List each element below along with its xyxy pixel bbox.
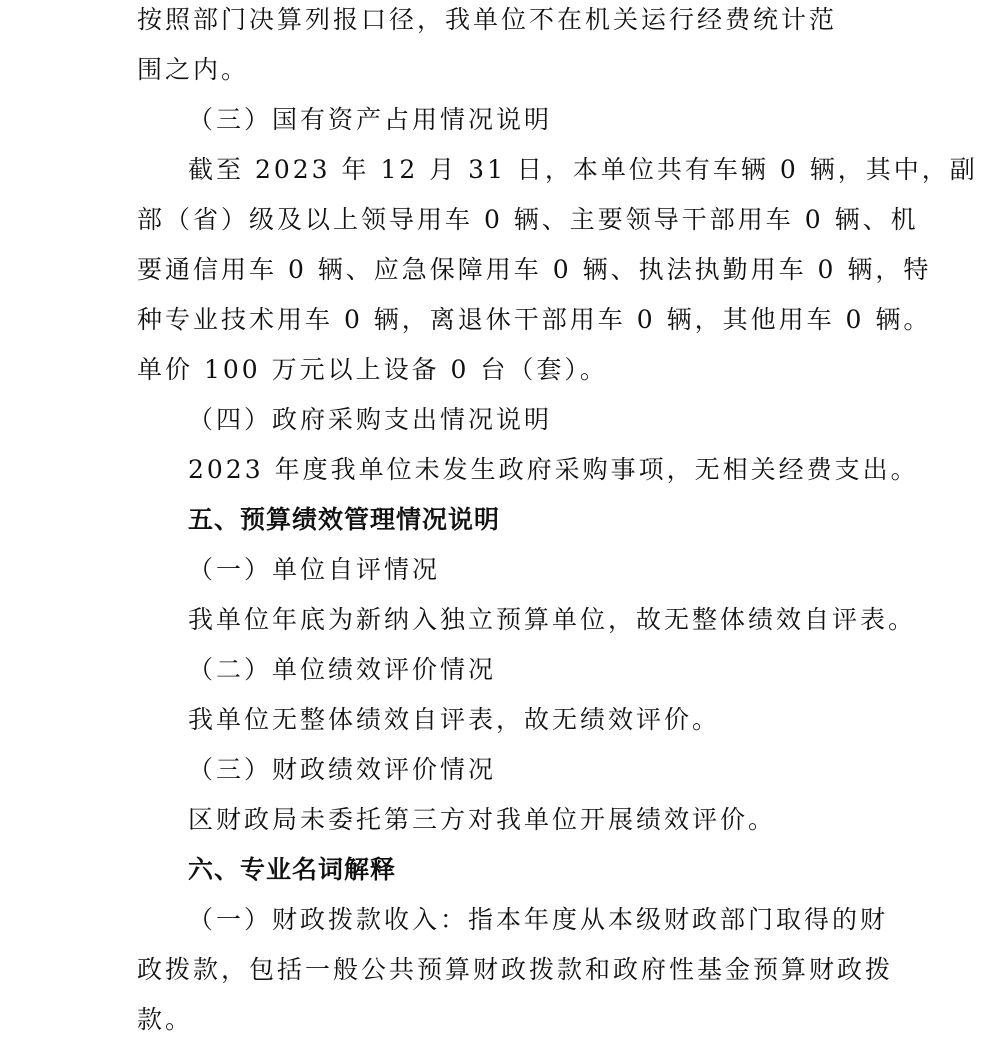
paragraph-line: 款。 (137, 1005, 194, 1034)
paragraph-line: 种专业技术用车 0 辆，离退休干部用车 0 辆，其他用车 0 辆。 (137, 305, 932, 334)
paragraph-line: 截至 2023 年 12 月 31 日，本单位共有车辆 0 辆，其中，副 (188, 155, 978, 184)
paragraph-line: 区财政局未委托第三方对我单位开展绩效评价。 (188, 805, 777, 834)
subsection-heading: （三）国有资产占用情况说明 (188, 105, 553, 134)
paragraph-line: 政拨款，包括一般公共预算财政拨款和政府性基金预算财政拨 (137, 955, 894, 984)
subsection-heading: （四）政府采购支出情况说明 (188, 405, 553, 434)
paragraph-line: 我单位年底为新纳入独立预算单位，故无整体绩效自评表。 (188, 605, 917, 634)
paragraph-line: （一）财政拨款收入：指本年度从本级财政部门取得的财 (188, 905, 889, 934)
section-heading: 五、预算绩效管理情况说明 (188, 505, 501, 534)
paragraph-line: 2023 年度我单位未发生政府采购事项，无相关经费支出。 (188, 455, 919, 484)
subsection-heading: （一）单位自评情况 (188, 555, 441, 584)
subsection-heading: （二）单位绩效评价情况 (188, 655, 497, 684)
paragraph-line: 要通信用车 0 辆、应急保障用车 0 辆、执法执勤用车 0 辆，特 (137, 255, 932, 284)
paragraph-line: 我单位无整体绩效自评表，故无绩效评价。 (188, 705, 721, 734)
paragraph-line: 单价 100 万元以上设备 0 台（套）。 (137, 355, 608, 384)
section-heading: 六、专业名词解释 (188, 855, 397, 884)
paragraph-line: 按照部门决算列报口径，我单位不在机关运行经费统计范 (137, 5, 838, 34)
subsection-heading: （三）财政绩效评价情况 (188, 755, 497, 784)
paragraph-line: 部（省）级及以上领导用车 0 辆、主要领导干部用车 0 辆、机 (137, 205, 919, 234)
paragraph-line: 围之内。 (137, 55, 250, 84)
